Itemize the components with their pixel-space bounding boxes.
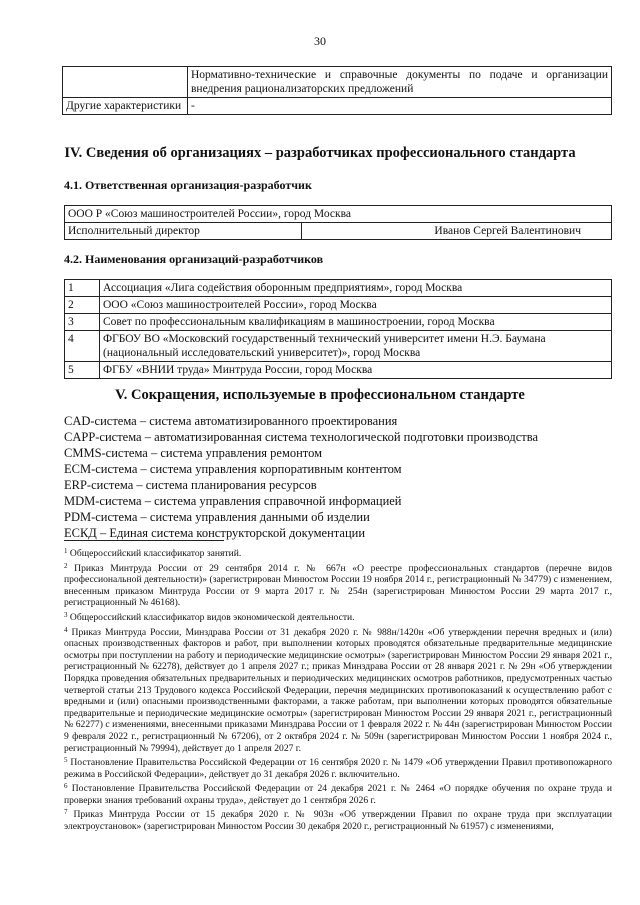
org-name: Ассоциация «Лига содействия оборонным предприятиям», город Москва [100, 280, 612, 297]
list-item: CMMS-система – система управления ремонтом [64, 446, 323, 460]
org-name: ООО «Союз машиностроителей России», город Москва [100, 297, 612, 314]
section-5-title: V. Сокращения, используемые в профессиональном стандарте [115, 387, 525, 403]
footnote: $^4$ Приказ Минтруда России, Минздрава России от 31 декабря 2020 г. № 988н/1420н «Об утверждении перечня вредных и (или) опасных производственных факторов и работ, при выполнении которых проводятся обязательные предварительные медицинские осмотры при поступлении на работу и периодические медицинские осмотры» (зарегистрирован Минюстом России 29 января 2021 г., регистрационный № 62278), действует до 1 апреля 2027 г.; приказ Минздрава России от 28 января 2021 г. № 29н «Об утверждении Порядка проведения обязательных предварительных и периодических медицинских осмотров работников, предусмотренных частью четвертой статьи 213 Трудового кодекса Российской Федерации, перечня медицинских противопоказаний к осуществлению работ с вредными и (или) опасными производственными факторами, а также работам, при выполнении которых проводятся обязательные предварительные и периодические медицинские осмотры» (зарегистрирован Минюстом России 29 января 2021 г., регистрационный № 62277) с изменениями, внесенными приказами Минздрава России от 1 февраля 2022 г. № 44н (зарегистрирован Минюстом России 9 февраля 2022 г., регистрационный № 67206), от 2 октября 2024 г. № 509н (зарегистрирован Минюстом России 1 ноября 2024 г., регистрационный № 79994), действует до 1 апреля 2027 г. [64, 625, 612, 754]
list-item: CAPP-система – автоматизированная система технологической подготовки производства [64, 430, 538, 444]
footnote: $^3$ Общероссийский классификатор видов экономической деятельности. [64, 610, 355, 623]
table-row [65, 362, 612, 379]
table-row [65, 331, 612, 362]
table-row [63, 98, 612, 115]
subsection-4-1-title: 4.1. Ответственная организация-разработчик [64, 178, 312, 192]
subsection-4-2-title: 4.2. Наименования организаций-разработчиков [64, 252, 324, 266]
org-number: 5 [65, 362, 100, 379]
footnote: $^6$ Постановление Правительства Российской Федерации от 24 декабря 2021 г. № 2464 «О порядке обучения по охране труда и проверки знания требований охраны труда», действует до 1 сентября 2026 г. [64, 782, 612, 806]
table-row [65, 280, 612, 297]
table-row [65, 314, 612, 331]
person-cell: Иванов Сергей Валентинович [302, 223, 612, 240]
footnote: $^2$ Приказ Минтруда России от 29 сентября 2014 г. № 667н «О реестре профессиональных стандартов (перечне видов профессиональной деятельности)» (зарегистрирован Минюстом России 19 ноября 2014 г., регистрационный № 34779) с изменением, внесенным приказом Минтруда России от 9 марта 2017 г. № 254н (зарегистрирован Минюстом России 29 марта 2017 г., регистрационный № 46168). [64, 561, 612, 609]
footnote: $^5$ Постановление Правительства Российской Федерации от 16 сентября 2020 г. № 1479 «Об утверждении Правил противопожарного режима в Российской Федерации», действует до 31 декабря 2026 г. включительно. [64, 756, 612, 780]
table-cell-value: Нормативно-технические и справочные документы по подаче и организации внедрения рационализаторских предложений [188, 67, 612, 98]
list-item: PDM-система – система управления данными об изделии [64, 510, 370, 524]
footnote: $^1$ Общероссийский классификатор занятий. [64, 547, 242, 559]
table-cell-value: - [188, 98, 612, 115]
developer-orgs-table [64, 279, 612, 379]
org-number: 2 [65, 297, 100, 314]
table-row [65, 206, 612, 223]
table-row [63, 67, 612, 98]
org-number: 3 [65, 314, 100, 331]
table-cell-label [63, 67, 188, 98]
section-4-title: IV. Сведения об организациях – разработчиках профессионального стандарта [64, 145, 576, 161]
org-number: 4 [65, 331, 100, 362]
characteristics-table [62, 66, 612, 115]
org-name: Совет по профессиональным квалификациям в машиностроении, город Москва [100, 314, 612, 331]
responsible-org-table [64, 205, 612, 240]
table-cell-label: Другие характеристики [63, 98, 188, 115]
list-item: MDM-система – система управления справочной информацией [64, 494, 402, 508]
list-item: ECM-система – система управления корпоративным контентом [64, 462, 402, 476]
footnote: $^7$ Приказ Минтруда России от 15 декабря 2020 г. № 903н «Об утверждении Правил по охране труда при эксплуатации электроустановок» (зарегистрирован Минюстом России 30 декабря 2020 г., регистрационный № 61957) с изменениями, [64, 808, 612, 833]
list-item: ЕСКД – Единая система конструкторской документации [64, 526, 366, 540]
footnotes [64, 546, 612, 834]
table-row [65, 223, 612, 240]
position-cell: Исполнительный директор [65, 223, 302, 240]
org-name: ФГБОУ ВО «Московский государственный технический университет имени Н.Э. Баумана (национальный исследовательский университет)», город Москва [100, 331, 612, 362]
list-item: ERP-система – система планирования ресурсов [64, 478, 317, 492]
org-name: ФГБУ «ВНИИ труда» Минтруда России, город Москва [100, 362, 612, 379]
org-number: 1 [65, 280, 100, 297]
responsible-org-name: ООО Р «Союз машиностроителей России», город Москва [65, 206, 612, 223]
list-item: CAD-система – система автоматизированного проектирования [64, 414, 398, 428]
table-row [65, 297, 612, 314]
page-number: 30 [314, 34, 326, 48]
footnote-separator [64, 540, 224, 541]
abbreviations-list [64, 413, 612, 541]
